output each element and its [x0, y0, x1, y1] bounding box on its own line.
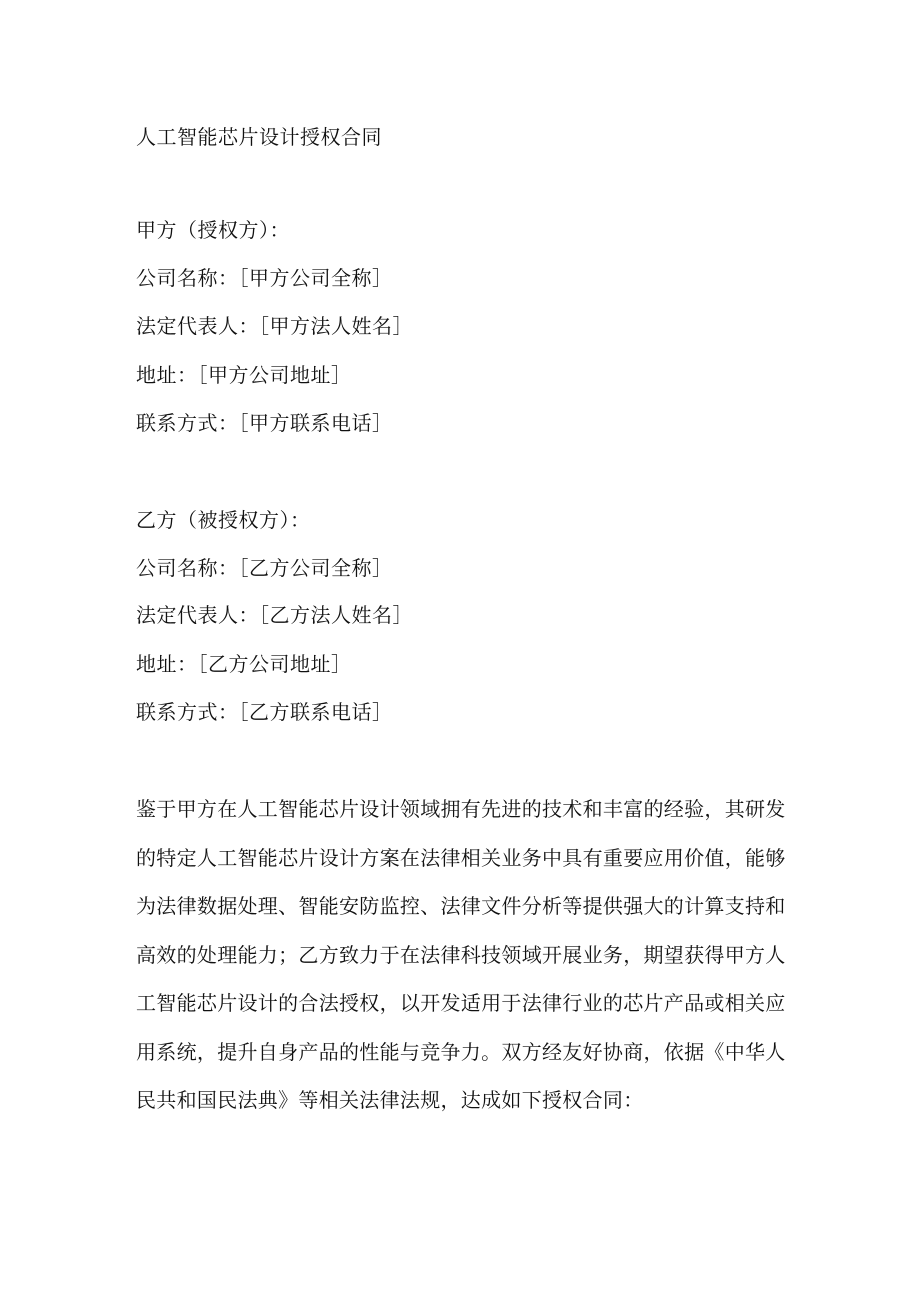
party-a-representative: 法定代表人：［甲方法人姓名］ — [136, 314, 413, 338]
party-b-representative: 法定代表人：［乙方法人姓名］ — [136, 603, 413, 627]
preamble-line: 鉴于甲方在人工智能芯片设计领域拥有先进的技术和丰富的经验，其研发 — [136, 797, 786, 821]
preamble-line: 工智能芯片设计的合法授权，以开发适用于法律行业的芯片产品或相关应 — [136, 991, 786, 1015]
party-b-address: 地址：［乙方公司地址］ — [136, 652, 352, 676]
preamble-line: 高效的处理能力；乙方致力于在法律科技领域开展业务，期望获得甲方人 — [136, 942, 786, 967]
party-a-address: 地址：［甲方公司地址］ — [136, 363, 352, 387]
party-a-company: 公司名称：［甲方公司全称］ — [136, 266, 393, 290]
preamble-line: 民共和国民法典》等相关法律法规，达成如下授权合同： — [136, 1088, 644, 1112]
preamble-line: 为法律数据处理、智能安防监控、法律文件分析等提供强大的计算支持和 — [136, 894, 786, 918]
party-b-contact: 联系方式：［乙方联系电话］ — [136, 700, 393, 724]
preamble-paragraph — [136, 797, 784, 1137]
party-a-contact: 联系方式：［甲方联系电话］ — [136, 411, 393, 435]
party-a-heading: 甲方（授权方）： — [136, 218, 290, 242]
preamble-line: 用系统，提升自身产品的性能与竞争力。双方经友好协商，依据《中华人 — [136, 1039, 786, 1064]
preamble-line: 的特定人工智能芯片设计方案在法律相关业务中具有重要应用价值，能够 — [136, 845, 786, 870]
document-title: 人工智能芯片设计授权合同 — [136, 125, 382, 149]
party-b-company: 公司名称：［乙方公司全称］ — [136, 556, 393, 580]
party-b-heading: 乙方（被授权方）： — [136, 508, 311, 532]
